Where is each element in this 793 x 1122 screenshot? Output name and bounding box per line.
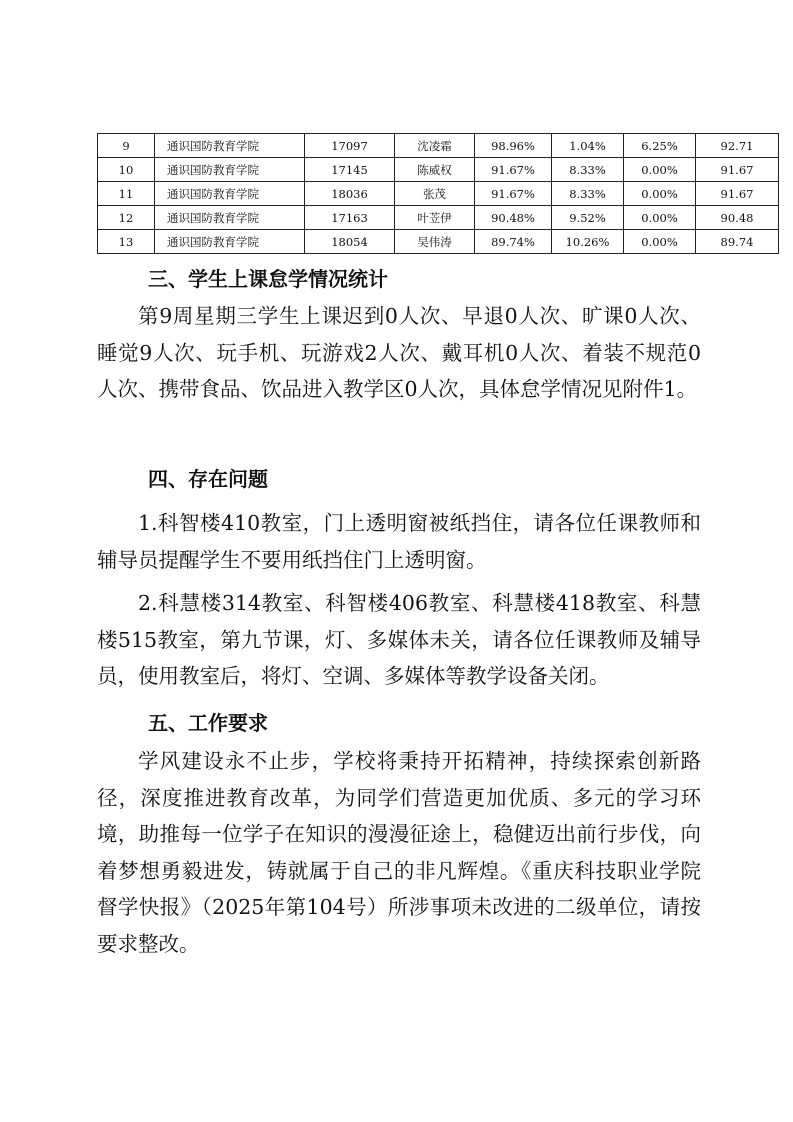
table-row: [98, 158, 779, 182]
cell-rate-1: 90.48%: [475, 206, 552, 230]
cell-index: 10: [98, 158, 155, 182]
table-row: [98, 206, 779, 230]
cell-rate-3: 0.00%: [624, 182, 696, 206]
section4-item-2: 2.科慧楼314教室、科智楼406教室、科慧楼418教室、科慧楼515教室，第九节课，灯、多媒体未关，请各位任课教师及辅导员，使用教室后，将灯、空调、多媒体等教学设备关闭。: [97, 591, 701, 688]
cell-rate-3: 0.00%: [624, 206, 696, 230]
table-row: [98, 182, 779, 206]
cell-college: 通识国防教育学院: [155, 134, 305, 158]
section4-item-1: 1.科智楼410教室，门上透明窗被纸挡住，请各位任课教师和辅导员提醒学生不要用纸挡住门上透明窗。: [97, 511, 701, 572]
cell-college: 通识国防教育学院: [155, 230, 305, 254]
cell-index: 11: [98, 182, 155, 206]
cell-rate-3: 0.00%: [624, 158, 696, 182]
cell-rate-1: 98.96%: [475, 134, 552, 158]
cell-rate-2: 8.33%: [552, 182, 624, 206]
cell-name: 叶苙伊: [395, 206, 475, 230]
cell-name: 张茂: [395, 182, 475, 206]
cell-id: 17145: [305, 158, 395, 182]
cell-id: 18054: [305, 230, 395, 254]
section5-heading: 五、工作要求: [148, 711, 268, 735]
table-row: [98, 134, 779, 158]
cell-id: 17163: [305, 206, 395, 230]
cell-name: 陈威权: [395, 158, 475, 182]
cell-rate-3: 0.00%: [624, 230, 696, 254]
cell-index: 12: [98, 206, 155, 230]
cell-rate-2: 8.33%: [552, 158, 624, 182]
section5-paragraph: 学风建设永不止步，学校将秉持开拓精神，持续探索创新路径，深度推进教育改革，为同学们营造更加优质、多元的学习环境，助推每一位学子在知识的漫漫征途上，稳健迈出前行步伐，向着梦想勇毅进发，铸就属于自己的非凡辉煌。《重庆科技职业学院督学快报》（2025年第104号）所涉事项未改进的二级单位，请按要求整改。: [97, 749, 701, 956]
cell-rate-2: 9.52%: [552, 206, 624, 230]
cell-rate-2: 10.26%: [552, 230, 624, 254]
cell-index: 9: [98, 134, 155, 158]
cell-rate-1: 89.74%: [475, 230, 552, 254]
cell-rate-1: 91.67%: [475, 158, 552, 182]
section4-heading: 四、存在问题: [148, 467, 268, 491]
cell-score: 92.71: [696, 134, 779, 158]
cell-college: 通识国防教育学院: [155, 206, 305, 230]
cell-college: 通识国防教育学院: [155, 158, 305, 182]
cell-id: 17097: [305, 134, 395, 158]
cell-score: 91.67: [696, 182, 779, 206]
results-table: [97, 133, 779, 254]
section3-heading: 三、学生上课怠学情况统计: [148, 267, 388, 291]
cell-score: 90.48: [696, 206, 779, 230]
cell-index: 13: [98, 230, 155, 254]
cell-rate-1: 91.67%: [475, 182, 552, 206]
cell-id: 18036: [305, 182, 395, 206]
cell-college: 通识国防教育学院: [155, 182, 305, 206]
cell-score: 89.74: [696, 230, 779, 254]
table-row: [98, 230, 779, 254]
cell-name: 沈凌霜: [395, 134, 475, 158]
cell-name: 吴伟涛: [395, 230, 475, 254]
section3-paragraph: 第9周星期三学生上课迟到0人次、早退0人次、旷课0人次、睡觉9人次、玩手机、玩游戏2人次、戴耳机0人次、着装不规范0人次、携带食品、饮品进入教学区0人次，具体怠学情况见附件1。: [97, 304, 701, 401]
cell-rate-2: 1.04%: [552, 134, 624, 158]
cell-rate-3: 6.25%: [624, 134, 696, 158]
cell-score: 91.67: [696, 158, 779, 182]
